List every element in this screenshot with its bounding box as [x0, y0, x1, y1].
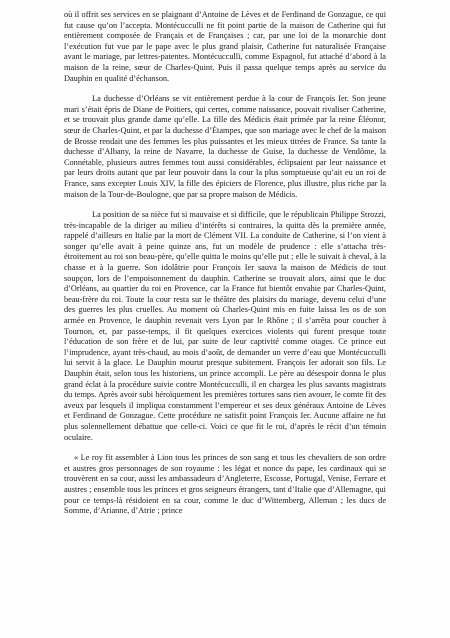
quoted-paragraph: « Le roy fit assembler à Lion tous les princes de son sang et tous les chevaliers de son ordre et austres gros personnages de son royaume : les légat et nonce du pape, les cardinaux qui se trouvèrent en sa cour, aussi les ambassadeurs d’Angleterre, Escosse, Portugal, Venise, Ferrare et austres ; ensemble tous les princes et gros seigneurs étrangers, tant d’Italie que d’Allemagne, qui pour ce temps-là résidoient en sa cour, comme le duc d’Wittemberg, Alleman ; les ducs de Somme, d’Arianne, d’Atrie ; prince — [64, 453, 386, 516]
paragraph: La position de sa nièce fut si mauvaise et si difficile, que le républicain Philippe Strozzi, très-incapable de la diriger au milieu d’intérêts si contraires, la quitta dès la première année, rappelé d’ailleurs en Italie par la mort de Clément VII. La conduite de Catherine, si l’on vient à songer qu’elle avait à peine quinze ans, fut un modèle de prudence : elle s’attacha très-étroitement au roi son beau-père, qu’elle quitta le moins qu’elle put ; elle le suivait à cheval, à la chasse et à la guerre. Son idolâtrie pour François Ier sauva la maison de Médicis de tout soupçon, lors de l’empoisonnement du dauphin. Catherine se trouvait alors, ainsi que le duc d’Orléans, au quartier du roi en Provence, car la France fut bientôt envahie par Charles-Quint, beau-frère du roi. Toute la cour resta sur le théâtre des plaisirs du mariage, devenu celui d’une des guerres les plus cruelles. Au moment où Charles-Quint mis en fuite laissa les os de son armée en Provence, le dauphin revenait vers Lyon par le Rhône ; il s’arrêta pour coucher à Tournon, et, par passe-temps, il fit quelques exercices violents qui furent presque toute l’éducation de son frère et de lui, par suite de leur captivité comme otages. Ce prince eut l’imprudence, ayant très-chaud, au mois d’août, de demander un verre d’eau que Montécucculli lui servit à la glace. Le Dauphin mourut presque subitement. François Ier adorait son fils. Le Dauphin était, selon tous les historiens, un prince accompli. Le père au désespoir donna le plus grand éclat à la procédure suivie contre Montécucculli, il en chargea les plus savants magistrats du temps. Après avoir subi héroïquement les premières tortures sans rien avouer, le comte fit des aveux par lesquels il impliqua constamment l’empereur et ses deux généraux Antoine de Lèves et Ferdinand de Gonzague. Cette procédure ne satisfit point François Ier. Aucune affaire ne fut plus solennellement débattue que celle-ci. Voici ce que fit le roi, d’après le récit d’un témoin oculaire. — [64, 210, 386, 442]
body-text — [64, 10, 386, 517]
paragraph: La duchesse d’Orléans se vit entièrement perdue à la cour de François Ier. Son jeune mari s’était épris de Diane de Poitiers, qui certes, comme naissance, pouvait rivaliser Catherine, et se trouvait plus grande dame qu’elle. La fille des Médicis était primée par la reine Éléonor, sœur de Charles-Quint, et par la duchesse d’Étampes, que son mariage avec le chef de la maison de Brosse rendait une des femmes les plus puissantes et les mieux titrées de France. Sa tante la duchesse d’Albany, la reine de Navarre, la duchesse de Guise, la duchesse de Vendôme, la Connétable, plusieurs autres femmes tout aussi considérables, éclipsaient par leur naissance et par leurs droits autant que par leur pouvoir dans la cour la plus somptueuse qu’ait eu un roi de France, sans excepter Louis XIV, la fille des épiciers de Florence, plus illustre, plus riche par la maison de la Tour-de-Boulogne, que par sa propre maison de Médicis. — [64, 94, 386, 199]
paragraph: où il offrit ses services en se plaignant d’Antoine de Lèves et de Ferdinand de Gonzague, ce qui fut cause qu’on l’accepta. Montécucculli ne fit point partie de la maison de Catherine qui fut entièrement composée de Français et de Françaises ; car, par une loi de la monarchie dont l’exécution fut vue par le pape avec le plus grand plaisir, Catherine fut naturalisée Française avant le mariage, par lettres-patentes. Montécucculli, comme Espagnol, fut attaché d’abord à la maison de la reine, sœur de Charles-Quint. Puis il passa quelque temps après au service du Dauphin en qualité d’échanson. — [64, 10, 386, 83]
